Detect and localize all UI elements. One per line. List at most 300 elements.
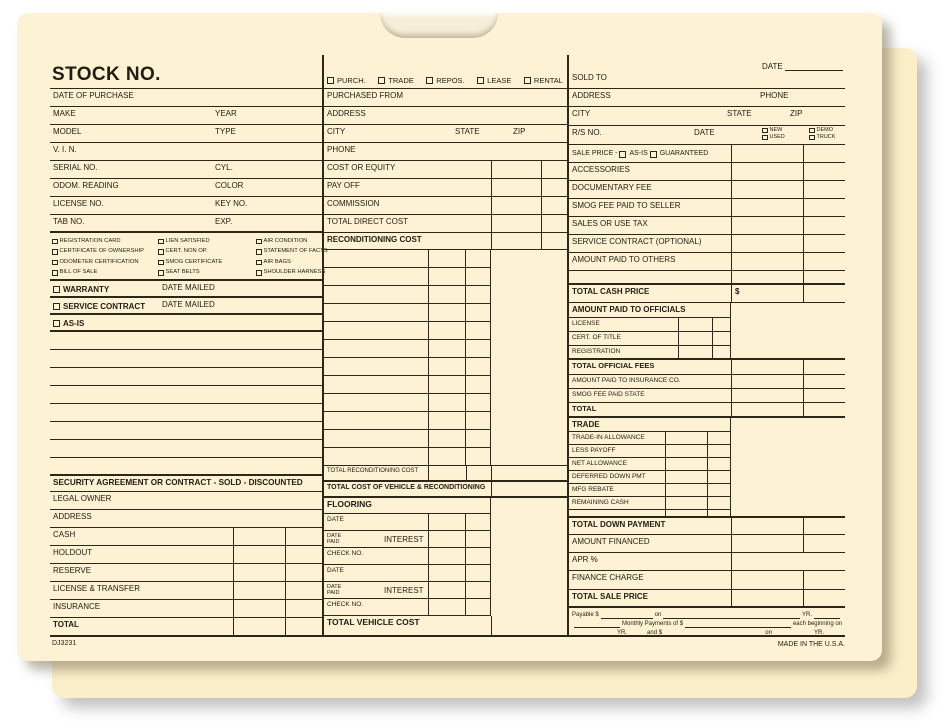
made-in-usa-label: MADE IN THE U.S.A. bbox=[777, 641, 845, 648]
registration-label: REGISTRATION bbox=[569, 346, 678, 360]
amount-cell bbox=[491, 466, 567, 482]
checkbox[interactable] bbox=[619, 151, 626, 158]
amount-cell bbox=[707, 497, 731, 510]
cyl-field: CYL. bbox=[215, 163, 233, 172]
type-field: TYPE bbox=[215, 127, 236, 136]
blank-line bbox=[50, 440, 322, 458]
finance-charge-label: FINANCE CHARGE bbox=[569, 571, 731, 590]
legal-owner-field: LEGAL OWNER bbox=[50, 492, 322, 510]
amount-cell: $ bbox=[731, 285, 803, 303]
amount-cell bbox=[731, 360, 803, 375]
exp-field: EXP. bbox=[215, 217, 233, 226]
doc-item bbox=[256, 257, 322, 268]
amount-cell bbox=[731, 253, 803, 271]
zip-field: ZIP bbox=[513, 127, 526, 136]
document-checkbox-grid bbox=[50, 233, 328, 281]
amount-cell bbox=[428, 340, 466, 358]
amount-cell bbox=[428, 582, 466, 599]
payment-terms-block bbox=[569, 608, 845, 637]
total-label: TOTAL bbox=[50, 618, 233, 637]
reserve-label: RESERVE bbox=[50, 564, 233, 582]
interest-label: INTEREST bbox=[384, 535, 424, 544]
amount-cell bbox=[665, 432, 707, 445]
amount-cell bbox=[541, 179, 567, 197]
blank-row bbox=[569, 510, 665, 518]
checkbox[interactable] bbox=[650, 151, 657, 158]
amount-cell bbox=[465, 286, 490, 304]
recon-blank-row bbox=[324, 250, 567, 268]
amount-cell bbox=[428, 448, 466, 466]
amount-cell bbox=[428, 548, 466, 565]
amount-cell bbox=[465, 514, 490, 531]
amount-cell bbox=[428, 394, 466, 412]
new-used-options: NEW USED bbox=[762, 127, 785, 141]
amount-cell bbox=[712, 346, 730, 360]
address-field: ADDRESS bbox=[569, 89, 845, 107]
city-field: CITY bbox=[569, 107, 845, 126]
amount-cell bbox=[233, 564, 285, 582]
amount-cell bbox=[465, 304, 490, 322]
amount-cell bbox=[491, 215, 541, 233]
license-fee-label: LICENSE bbox=[569, 318, 678, 332]
as-is-row bbox=[50, 315, 322, 332]
recon-blank-row bbox=[324, 322, 567, 340]
vehicle-info-column bbox=[50, 55, 328, 637]
amount-cell bbox=[465, 412, 490, 430]
amount-cell bbox=[707, 445, 731, 458]
total-cost-vehicle-label: TOTAL COST OF VEHICLE & RECONDITIONING bbox=[324, 482, 491, 498]
blank-line bbox=[50, 458, 322, 476]
amount-cell bbox=[665, 510, 707, 518]
rs-no-field: R/S NO. bbox=[569, 126, 845, 145]
recon-blank-row bbox=[324, 412, 567, 430]
as-is-label: AS-IS bbox=[63, 318, 85, 328]
amount-cell bbox=[465, 448, 490, 466]
thumb-notch bbox=[380, 13, 498, 38]
blank-line bbox=[629, 629, 645, 637]
amount-cell bbox=[491, 616, 567, 637]
amount-cell bbox=[465, 340, 490, 358]
amount-cell bbox=[731, 163, 803, 181]
doc-item bbox=[52, 247, 158, 258]
checkbox[interactable] bbox=[52, 270, 58, 276]
zip-field: ZIP bbox=[790, 109, 803, 118]
warranty-label: WARRANTY bbox=[63, 284, 110, 294]
amount-cell bbox=[428, 565, 466, 582]
doc-label: CERTIFICATE OF OWNERSHIP bbox=[59, 248, 144, 255]
amount-cell bbox=[803, 163, 845, 181]
amount-cell bbox=[803, 253, 845, 271]
amount-cell bbox=[465, 268, 490, 286]
blank-line bbox=[50, 422, 322, 440]
date-mailed-field: DATE MAILED bbox=[162, 300, 215, 309]
blank-line bbox=[50, 368, 322, 386]
amount-cell bbox=[731, 145, 803, 163]
amount-cell bbox=[428, 322, 466, 340]
amount-cell bbox=[731, 553, 845, 571]
doc-item bbox=[52, 268, 158, 279]
amount-cell bbox=[803, 389, 845, 403]
date-mailed-field: DATE MAILED bbox=[162, 283, 215, 292]
doc-label: SEAT BELTS bbox=[165, 269, 200, 276]
amount-cell bbox=[465, 250, 490, 268]
less-payoff-label: LESS PAYOFF bbox=[569, 445, 665, 458]
checkbox[interactable] bbox=[477, 77, 484, 84]
blank-line bbox=[601, 611, 653, 619]
amount-cell bbox=[428, 304, 466, 322]
recon-blank-row bbox=[324, 358, 567, 376]
checkbox[interactable] bbox=[327, 77, 334, 84]
checkbox[interactable] bbox=[53, 320, 60, 327]
blank-line bbox=[663, 611, 800, 619]
amount-cell bbox=[491, 233, 541, 250]
amount-cell bbox=[541, 233, 567, 250]
amount-cell bbox=[233, 546, 285, 564]
amount-cell bbox=[707, 432, 731, 445]
doc-label: REGISTRATION CARD bbox=[59, 237, 121, 244]
doc-label: CERT. NON OP. bbox=[165, 248, 208, 255]
doc-item bbox=[256, 268, 326, 279]
checkbox[interactable] bbox=[256, 239, 262, 245]
repos-option: REPOS. bbox=[426, 77, 464, 86]
checkbox[interactable] bbox=[762, 135, 768, 141]
flooring-check-no-label: CHECK NO. bbox=[324, 548, 428, 565]
amount-cell bbox=[465, 548, 490, 565]
stock-no-label: STOCK NO. bbox=[50, 55, 322, 89]
flooring-header: FLOORING bbox=[324, 498, 490, 514]
total-down-payment-label: TOTAL DOWN PAYMENT bbox=[569, 518, 731, 535]
checkbox[interactable] bbox=[762, 128, 768, 134]
doc-item bbox=[158, 247, 256, 258]
blank-line bbox=[774, 629, 812, 637]
purch-option: PURCH. bbox=[327, 77, 366, 86]
amount-cell bbox=[731, 181, 803, 199]
smog-fee-seller-label: SMOG FEE PAID TO SELLER bbox=[569, 199, 731, 217]
service-contract-label: SERVICE CONTRACT bbox=[63, 301, 146, 311]
checkbox[interactable] bbox=[378, 77, 385, 84]
license-transfer-label: LICENSE & TRANSFER bbox=[50, 582, 233, 600]
acquisition-type-row bbox=[324, 55, 567, 89]
flooring-check-no-label: CHECK NO. bbox=[324, 599, 428, 616]
amount-cell bbox=[803, 285, 845, 303]
phone-field: PHONE bbox=[324, 143, 567, 161]
trade-option: TRADE bbox=[378, 77, 413, 86]
amount-cell bbox=[665, 497, 707, 510]
doc-label: AIR CONDITION bbox=[263, 237, 308, 244]
trade-header: TRADE bbox=[569, 418, 730, 432]
amount-cell bbox=[285, 564, 322, 582]
smog-fee-state-label: SMOG FEE PAID STATE bbox=[569, 389, 731, 403]
amount-cell bbox=[731, 590, 803, 608]
serial-no-field: SERIAL NO. bbox=[50, 161, 322, 179]
amount-cell bbox=[731, 518, 803, 535]
vin-field: V. I. N. bbox=[50, 143, 322, 161]
amount-cell bbox=[803, 181, 845, 199]
checkbox[interactable] bbox=[256, 270, 262, 276]
doc-label: SHOULDER HARNESS bbox=[263, 269, 326, 276]
amount-cell bbox=[465, 322, 490, 340]
total-official-fees-label: TOTAL OFFICIAL FEES bbox=[569, 360, 731, 375]
amount-paid-insurance-label: AMOUNT PAID TO INSURANCE CO. bbox=[569, 375, 731, 389]
amount-cell bbox=[428, 531, 466, 548]
amount-cell bbox=[665, 484, 707, 497]
cost-or-equity-label: COST OR EQUITY bbox=[324, 161, 491, 179]
rental-option: RENTAL bbox=[524, 77, 563, 86]
checkbox[interactable] bbox=[53, 286, 60, 293]
total-direct-cost-label: TOTAL DIRECT COST bbox=[324, 215, 491, 233]
purchase-cost-column bbox=[322, 55, 567, 637]
amount-cell bbox=[285, 582, 322, 600]
total-cash-price-label: TOTAL CASH PRICE bbox=[569, 285, 731, 303]
total-fees-label: TOTAL bbox=[569, 403, 731, 418]
checkbox[interactable] bbox=[53, 303, 60, 310]
security-agreement-header: SECURITY AGREEMENT OR CONTRACT - SOLD - DISCOUNTED bbox=[50, 476, 322, 492]
trade-in-allowance-label: TRADE-IN ALLOWANCE bbox=[569, 432, 665, 445]
amount-cell bbox=[491, 197, 541, 215]
recon-blank-row bbox=[324, 304, 567, 322]
amount-cell bbox=[803, 145, 845, 163]
doc-label: SMOG CERTIFICATE bbox=[165, 258, 223, 265]
amount-cell bbox=[233, 528, 285, 546]
recon-blank-row bbox=[324, 394, 567, 412]
amount-cell bbox=[731, 199, 803, 217]
flooring-date-label: DATE bbox=[324, 565, 428, 582]
recon-blank-row bbox=[324, 376, 567, 394]
amount-cell bbox=[428, 268, 466, 286]
total-sale-price-label: TOTAL SALE PRICE bbox=[569, 590, 731, 608]
blank-line bbox=[50, 350, 322, 368]
checkbox[interactable] bbox=[52, 239, 58, 245]
checkbox[interactable] bbox=[158, 239, 164, 245]
checkbox[interactable] bbox=[158, 260, 164, 266]
amount-cell bbox=[803, 403, 845, 418]
doc-item bbox=[158, 257, 256, 268]
lease-option: LEASE bbox=[477, 77, 511, 86]
amount-cell bbox=[707, 484, 731, 497]
amount-financed-label: AMOUNT FINANCED bbox=[569, 535, 731, 553]
sold-to-field: SOLD TO bbox=[569, 71, 845, 89]
amount-cell bbox=[541, 161, 567, 179]
insurance-label: INSURANCE bbox=[50, 600, 233, 618]
amount-cell bbox=[428, 599, 466, 616]
officials-header: AMOUNT PAID TO OFFICIALS bbox=[569, 303, 730, 318]
purchased-from-field: PURCHASED FROM bbox=[324, 89, 567, 107]
recon-blank-row bbox=[324, 340, 567, 358]
product-code: DJ3231 bbox=[52, 640, 77, 647]
doc-item bbox=[158, 236, 256, 247]
doc-item bbox=[256, 247, 328, 258]
amount-cell bbox=[803, 360, 845, 375]
total-vehicle-cost-label: TOTAL VEHICLE COST bbox=[324, 616, 491, 637]
documentary-fee-label: DOCUMENTARY FEE bbox=[569, 181, 731, 199]
checkbox[interactable] bbox=[809, 135, 815, 141]
cash-label: CASH bbox=[50, 528, 233, 546]
blank-line bbox=[50, 404, 322, 422]
amount-cell bbox=[491, 482, 567, 498]
flooring-date-paid-label: DATE PAID bbox=[324, 582, 428, 599]
checkbox[interactable] bbox=[256, 260, 262, 266]
cert-of-title-label: CERT. OF TITLE bbox=[569, 332, 678, 346]
checkbox[interactable] bbox=[524, 77, 531, 84]
monthly-payments-line: Monthly Payments of $ each beginning on bbox=[572, 619, 842, 628]
amount-cell bbox=[428, 250, 466, 268]
amount-cell bbox=[803, 217, 845, 235]
city-field: CITY bbox=[324, 125, 567, 143]
amount-cell bbox=[285, 546, 322, 564]
amount-cell bbox=[285, 600, 322, 618]
tab-no-field: TAB NO. bbox=[50, 215, 322, 233]
accessories-label: ACCESSORIES bbox=[569, 163, 731, 181]
blank-line bbox=[814, 611, 840, 619]
date-row bbox=[569, 55, 845, 71]
remaining-cash-label: REMAINING CASH bbox=[569, 497, 665, 510]
amount-cell bbox=[731, 403, 803, 418]
amount-cell bbox=[465, 358, 490, 376]
amount-cell bbox=[466, 466, 491, 482]
amount-cell bbox=[233, 618, 285, 637]
amount-cell bbox=[665, 471, 707, 484]
checkbox[interactable] bbox=[158, 270, 164, 276]
doc-item bbox=[52, 236, 158, 247]
amount-cell bbox=[803, 535, 845, 553]
amount-cell bbox=[665, 458, 707, 471]
checkbox[interactable] bbox=[158, 249, 164, 255]
amount-cell bbox=[465, 430, 490, 448]
blank-line bbox=[574, 620, 620, 628]
amount-cell bbox=[465, 394, 490, 412]
second-payment-line: YR. and $ on YR. bbox=[572, 628, 842, 637]
doc-item bbox=[256, 236, 322, 247]
model-field: MODEL bbox=[50, 125, 322, 143]
amount-cell bbox=[285, 528, 322, 546]
blank-line bbox=[50, 332, 322, 350]
blank-line bbox=[664, 629, 763, 637]
amount-cell bbox=[665, 445, 707, 458]
amount-cell bbox=[233, 582, 285, 600]
recon-blank-row bbox=[324, 430, 567, 448]
doc-label: LIEN SATISFIED bbox=[165, 237, 210, 244]
amount-cell bbox=[803, 518, 845, 535]
holdout-label: HOLDOUT bbox=[50, 546, 233, 564]
blank-line bbox=[685, 620, 791, 628]
amount-cell bbox=[233, 600, 285, 618]
blank-line bbox=[785, 63, 843, 71]
sale-column bbox=[567, 55, 845, 637]
recon-blank-row bbox=[324, 286, 567, 304]
year-field: YEAR bbox=[215, 109, 237, 118]
amount-cell bbox=[428, 514, 466, 531]
date-label: DATE bbox=[762, 61, 783, 71]
amount-cell bbox=[707, 458, 731, 471]
amount-cell bbox=[731, 375, 803, 389]
doc-item bbox=[158, 268, 256, 279]
apr-label: APR % bbox=[569, 553, 731, 571]
checkbox[interactable] bbox=[426, 77, 433, 84]
amount-cell bbox=[428, 412, 466, 430]
doc-item bbox=[52, 257, 158, 268]
odom-reading-field: ODOM. READING bbox=[50, 179, 322, 197]
blank-row bbox=[569, 271, 731, 285]
deferred-down-pmt-label: DEFERRED DOWN PMT bbox=[569, 471, 665, 484]
date-of-purchase-field: DATE OF PURCHASE bbox=[50, 89, 322, 107]
amount-paid-others-label: AMOUNT PAID TO OTHERS bbox=[569, 253, 731, 271]
interest-label: INTEREST bbox=[384, 586, 424, 595]
recon-blank-row bbox=[324, 448, 567, 466]
doc-label: STATEMENT OF FACTS bbox=[263, 248, 328, 255]
amount-cell bbox=[428, 430, 466, 448]
state-field: STATE bbox=[727, 109, 752, 118]
license-no-field: LICENSE NO. bbox=[50, 197, 322, 215]
amount-cell bbox=[428, 286, 466, 304]
amount-cell bbox=[678, 332, 713, 346]
amount-cell bbox=[707, 471, 731, 484]
payable-line: Payable $ on YR. bbox=[572, 610, 842, 619]
service-contract-optional-label: SERVICE CONTRACT (OPTIONAL) bbox=[569, 235, 731, 253]
blank-line bbox=[50, 386, 322, 404]
amount-cell bbox=[803, 199, 845, 217]
amount-cell bbox=[731, 389, 803, 403]
checkbox[interactable] bbox=[52, 249, 58, 255]
recon-blank-row bbox=[324, 268, 567, 286]
amount-cell bbox=[465, 565, 490, 582]
amount-cell bbox=[803, 590, 845, 608]
deal-jacket-form bbox=[50, 55, 845, 648]
reconditioning-cost-header: RECONDITIONING COST bbox=[324, 233, 491, 250]
amount-cell bbox=[803, 375, 845, 389]
amount-cell bbox=[465, 582, 490, 599]
amount-cell bbox=[712, 318, 730, 332]
checkbox[interactable] bbox=[256, 249, 262, 255]
sales-use-tax-label: SALES OR USE TAX bbox=[569, 217, 731, 235]
amount-cell bbox=[731, 217, 803, 235]
amount-cell bbox=[803, 235, 845, 253]
amount-cell bbox=[541, 197, 567, 215]
sale-price-row: SALE PRICE - AS-IS GUARANTEED bbox=[569, 145, 731, 163]
state-field: STATE bbox=[455, 127, 480, 136]
checkbox[interactable] bbox=[809, 128, 815, 134]
address-field: ADDRESS bbox=[50, 510, 322, 528]
total-reconditioning-label: TOTAL RECONDITIONING COST bbox=[324, 466, 428, 482]
amount-cell bbox=[731, 235, 803, 253]
rs-date-field: DATE bbox=[694, 128, 715, 137]
deal-jacket-envelope bbox=[17, 13, 882, 661]
checkbox[interactable] bbox=[52, 260, 58, 266]
amount-cell bbox=[731, 535, 803, 553]
key-no-field: KEY NO. bbox=[215, 199, 248, 208]
amount-cell bbox=[803, 271, 845, 285]
amount-cell bbox=[428, 358, 466, 376]
amount-cell bbox=[285, 618, 322, 637]
address-field: ADDRESS bbox=[324, 107, 567, 125]
amount-cell bbox=[731, 571, 803, 590]
amount-cell bbox=[428, 466, 466, 482]
amount-cell bbox=[465, 599, 490, 616]
amount-cell bbox=[678, 318, 713, 332]
amount-cell bbox=[428, 376, 466, 394]
doc-label: BILL OF SALE bbox=[59, 269, 98, 276]
make-field: MAKE bbox=[50, 107, 322, 125]
doc-label: AIR BAGS bbox=[263, 258, 291, 265]
amount-cell bbox=[712, 332, 730, 346]
flooring-date-paid-label: DATE PAID bbox=[324, 531, 428, 548]
blank-line bbox=[826, 629, 840, 637]
amount-cell bbox=[491, 179, 541, 197]
amount-cell bbox=[465, 376, 490, 394]
amount-cell bbox=[803, 571, 845, 590]
demo-truck-options: DEMO TRUCK bbox=[809, 127, 835, 141]
mfg-rebate-label: MFG REBATE bbox=[569, 484, 665, 497]
amount-cell bbox=[678, 346, 713, 360]
